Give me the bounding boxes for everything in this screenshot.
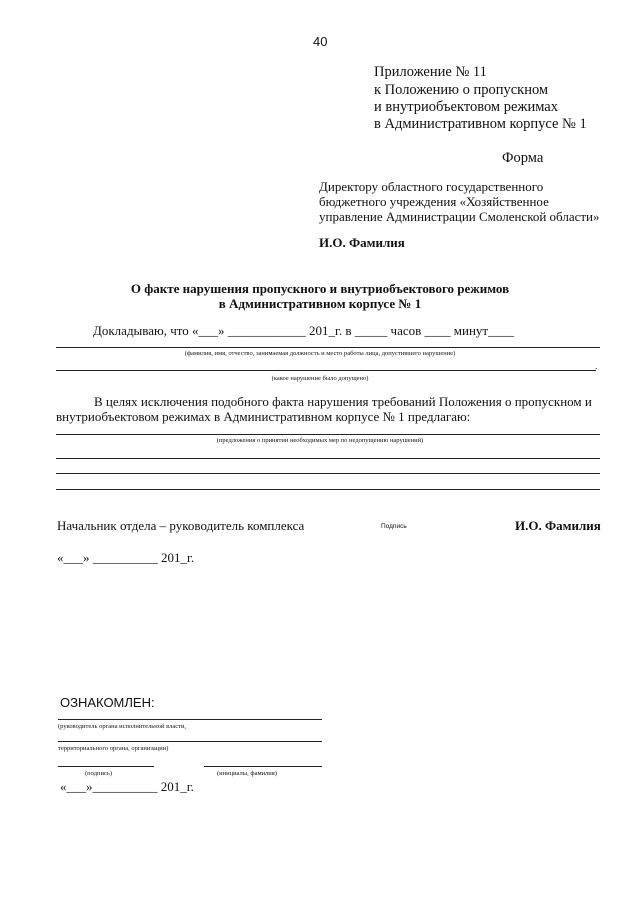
line-end-mark: . bbox=[595, 361, 598, 371]
ack-caption-name: (инициалы, фамилия) bbox=[217, 770, 277, 777]
ack-fill-line-1 bbox=[58, 719, 322, 720]
addressee-name: И.О. Фамилия bbox=[319, 235, 405, 250]
person-caption: (фамилия, имя, отчество, занимаемая должность и место работы лица, допустившего нарушение) bbox=[184, 350, 456, 357]
signature-date: «___» __________ 201_г. bbox=[57, 550, 195, 565]
proposal-text-line-2: внутриобъектовом режимах в Административном корпусе № 1 предлагаю: bbox=[56, 409, 471, 424]
proposal-fill-line-3 bbox=[56, 473, 600, 474]
proposal-fill-line-4 bbox=[56, 489, 600, 490]
proposal-fill-line-1 bbox=[56, 434, 600, 435]
document-title-line-1: О факте нарушения пропускного и внутриобъектового режимов bbox=[130, 281, 510, 296]
report-line: Докладываю, что «___» ____________ 201_г. в _____ часов ____ минут____ bbox=[93, 323, 515, 338]
person-fill-line bbox=[56, 347, 600, 348]
appendix-line-4: в Административном корпусе № 1 bbox=[374, 116, 587, 132]
violation-fill-line bbox=[56, 370, 596, 371]
ack-caption-2: территориального органа, организации) bbox=[58, 745, 169, 752]
violation-caption: (какое нарушение было допущено) bbox=[271, 375, 369, 382]
ack-caption-1: (руководитель органа исполнительной власти, bbox=[58, 723, 187, 730]
addressee-line-3: управление Администрации Смоленской области» bbox=[319, 209, 600, 224]
sign-label: Подпись bbox=[381, 523, 407, 530]
ack-caption-sign: (подпись) bbox=[85, 770, 112, 777]
ack-fill-line-2 bbox=[58, 741, 322, 742]
proposal-fill-line-2 bbox=[56, 458, 600, 459]
document-title-line-2: в Административном корпусе № 1 bbox=[218, 296, 422, 311]
form-label: Форма bbox=[502, 150, 544, 166]
addressee-line-2: бюджетного учреждения «Хозяйственное bbox=[319, 194, 549, 209]
signer-position: Начальник отдела – руководитель комплекса bbox=[57, 518, 305, 533]
addressee-line-1: Директору областного государственного bbox=[319, 179, 544, 194]
signer-name: И.О. Фамилия bbox=[515, 518, 601, 533]
acknowledged-header: ОЗНАКОМЛЕН: bbox=[60, 695, 155, 710]
appendix-line-1: Приложение № 11 bbox=[374, 64, 487, 80]
ack-sign-line bbox=[58, 766, 154, 767]
appendix-line-3: и внутриобъектовом режимах bbox=[374, 99, 558, 115]
proposal-text-line-1: В целях исключения подобного факта нарушения требований Положения о пропускном и bbox=[94, 394, 592, 409]
ack-date: «___»__________ 201_г. bbox=[60, 779, 194, 794]
proposals-caption: (предложения о принятии необходимых мер по недопущению нарушений) bbox=[216, 437, 424, 444]
page-number: 40 bbox=[313, 34, 328, 49]
appendix-line-2: к Положению о пропускном bbox=[374, 82, 549, 98]
ack-name-line bbox=[204, 766, 322, 767]
